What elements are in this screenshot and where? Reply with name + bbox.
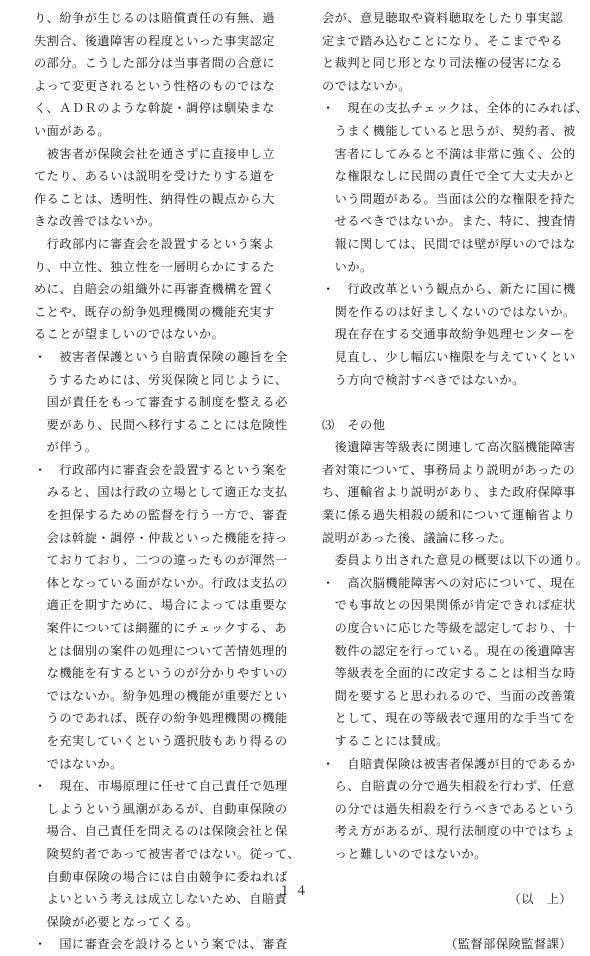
text-line: を担保するための監督を行う一方で、審査 [34, 508, 288, 523]
text-line: 保険が必要となってくる。 [34, 914, 199, 929]
text-line: 説明があった後、議論に移った。 [322, 530, 513, 545]
page-number: １４ [278, 883, 312, 898]
text-line: ・ 被害者保護という自賠責保険の趣旨を全 [34, 349, 288, 364]
text-line: 作ることは、透明性、納得性の観点から大 [34, 191, 276, 206]
text-line: 会は斡旋・調停・仲裁といった機能を持っ [34, 530, 288, 545]
text-line: てたり、あるいは説明を受けたりする道を [34, 169, 276, 184]
text-line: 自動車保険の場合には自由競争に委ねれば [34, 869, 288, 884]
text-line: 被害者が保険会社を通さずに直接申し立 [34, 146, 276, 161]
text-line: 要があり、民間へ移行することには危険性 [34, 417, 288, 432]
text-line: 数件の認定を行っている。現在の後遺障害 [322, 643, 576, 658]
text-line: 間を要すると思われるので、当面の改善策 [322, 688, 576, 703]
text-line: の部分。こうした部分は当事者間の合意に [34, 56, 276, 71]
text-line: ・ 国に審査会を設けるという案では、審査 [34, 937, 288, 952]
text-line [322, 391, 576, 414]
text-line: の分では過失相殺を行うべきであるという [322, 801, 576, 816]
text-line: しようという風潮があるが、自動車保険の [34, 801, 288, 816]
text-line: うまく機能していると思うが、契約者、被 [322, 123, 576, 138]
text-line: 報に関しては、民間では壁が厚いのではな [322, 236, 576, 251]
text-line: ⑶ その他 [322, 417, 386, 432]
text-line: 定まで踏み込むことになり、そこまでやる [322, 33, 564, 48]
text-line: ・ 行政部内に審査会を設置するという案を [34, 462, 288, 477]
text-line: 行政部内に審査会を設置するという案よ [34, 236, 276, 251]
text-line: ・ 現在、市場原理に任せて自己責任で処理 [34, 779, 288, 794]
text-line: り、中立性、独立性を一層明らかにするた [34, 259, 276, 274]
text-line: せるべきではないか。また、特に、捜査情 [322, 214, 576, 229]
text-line: く、ＡＤＲのような斡旋・調停は馴染まな [34, 101, 275, 116]
text-line: 見直し、少し幅広い権限を与えていくとい [322, 349, 576, 364]
text-line: 現在存在する交通事故紛争処理センターを [322, 327, 576, 342]
text-line: 害者にしてみると不満は非常に強く、公的 [322, 146, 576, 161]
text-line: よって変更されるという性格のものではな [34, 78, 276, 93]
text-line: 体となっている面がないか。行政は支払の [34, 575, 288, 590]
text-line: 関を作るのは好ましくないのではないか。 [322, 304, 576, 319]
text-line: ではないか。紛争処理の機能が重要だとい [34, 688, 288, 703]
text-line: う方向で検討すべきではないか。 [322, 372, 525, 387]
department-label: （監督部保険監督課） [445, 937, 572, 952]
text-line: ら、自賠責の分で過失相殺を行わず、任意 [322, 779, 575, 794]
text-line: 国が責任をもって審査する制度を整える必 [34, 395, 288, 410]
text-line: っと難しいのではないか。 [322, 846, 487, 861]
text-line: として、現在の等級表で運用的な手当てを [322, 711, 576, 726]
right-column [322, 7, 589, 956]
text-line: みると、国は行政の立場として適正な支払 [34, 485, 288, 500]
text-line: 者対策について、事務局より説明があったの [322, 462, 576, 477]
text-line: ち、運輸省より説明があり、また政府保障事 [322, 485, 576, 500]
spacer [322, 911, 576, 934]
text-line: を充実していくという選択肢もあり得るの [34, 734, 288, 748]
text-line: いか。 [322, 259, 373, 274]
text-line: めに、自賠会の組織外に再審査機構を置く [34, 282, 276, 297]
text-line: のではないか。 [322, 78, 411, 93]
text-line: でも事故との因果関係が肯定できれば症状 [322, 598, 576, 613]
text-line: ことや、既存の紛争処理機関の機能充実す [34, 304, 275, 319]
text-line: 後遺障害等級表に関連して高次脳機能障害 [322, 440, 576, 455]
text-line: とは個別の案件の処理について苦情処理的 [34, 643, 288, 658]
text-line: な権限なしに民間の責任で全て大丈夫かと [322, 169, 576, 184]
text-line: よいという考えは成立しないため、自賠責 [34, 892, 288, 907]
text-line: ることが望ましいのではないか。 [34, 327, 225, 342]
text-line: ておりており、二つの違ったものが渾然一 [34, 553, 288, 568]
text-line: 失割合、後遺障害の程度といった事実認定 [34, 33, 276, 48]
text-line: することには賛成。 [322, 734, 449, 748]
text-line: ・ 行政改革という観点から、新たに国に機 [322, 282, 576, 297]
text-line: 委員より出された意見の概要は以下の通り。 [322, 553, 589, 568]
text-line: 険契約者であって被害者ではない。従って、 [34, 846, 301, 861]
text-line: きな改善ではないか。 [34, 214, 161, 229]
text-line: り、紛争が生じるのは賠償責任の有無、過 [34, 11, 276, 25]
text-line: ・ 自賠責保険は被害者保護が目的であるか [322, 756, 576, 771]
text-line: 場合、自己責任を問えるのは保険会社と保 [34, 824, 288, 839]
text-line: うするためには、労災保険と同じように、 [34, 372, 288, 387]
text-line: い面がある。 [34, 123, 111, 138]
text-line: 適正を期すために、場合によっては重要な [34, 598, 288, 613]
closing-mark: （以 上） [508, 892, 572, 907]
text-line: ではないか。 [34, 756, 123, 771]
text-line: と裁判と同じ形となり司法権の侵害になる [322, 56, 564, 71]
text-line: ・ 現在の支払チェックは、全体的にみれば、 [322, 101, 589, 116]
text-line: 等級表を全面的に改定することは相当な時 [322, 666, 576, 681]
text-line: が伴う。 [34, 440, 98, 455]
text-line: うのであれば、既存の紛争処理機関の機能 [34, 711, 288, 726]
text-line: 案件については網羅的にチェックする、あ [34, 621, 288, 636]
text-line: の度合いに応じた等級を認定しており、十 [322, 621, 576, 636]
text-line: ・ 高次脳機能障害への対応について、現在 [322, 575, 576, 590]
text-line: 業に係る過失相殺の緩和について運輸省より [322, 508, 576, 523]
text-line: 考え方があるが、現行法制度の中ではちょ [322, 824, 576, 839]
text-line: 会が、意見聴取や資料聴取をしたり事実認 [322, 11, 564, 25]
text-line: いう問題がある。当面は公的な権限を持た [322, 191, 576, 206]
text-line: な機能を有するというのが分かりやすいの [34, 666, 288, 681]
